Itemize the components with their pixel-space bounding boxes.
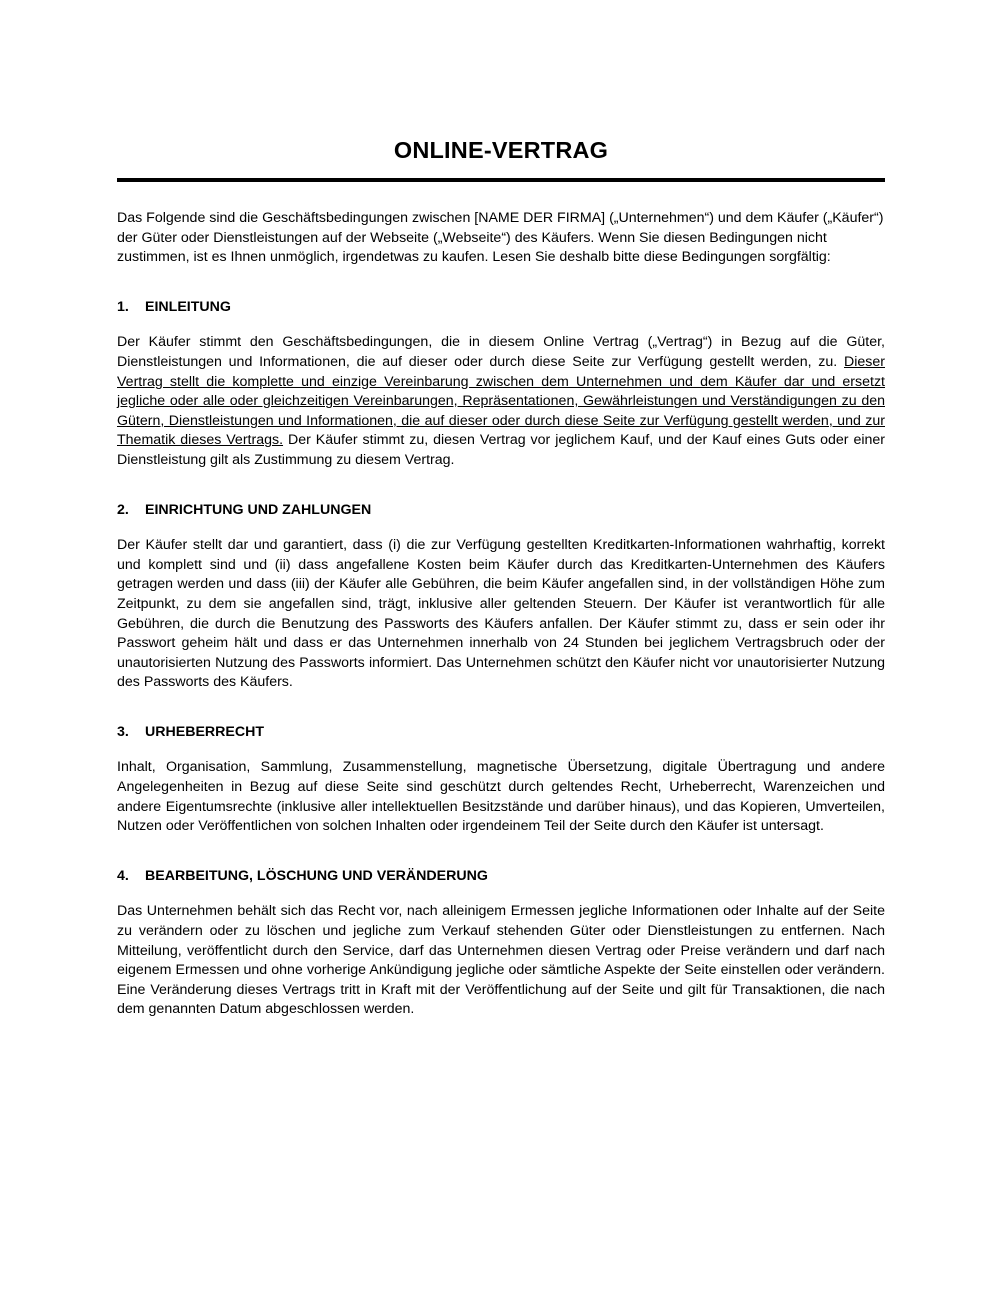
section-2-heading-text: EINRICHTUNG UND ZAHLUNGEN [145,501,372,518]
document-content [117,0,885,1020]
section-2 [117,471,885,693]
section-1-body-underlined: Dieser Vertrag stellt die komplette und einzige Vereinbarung zwischen dem Unternehmen und dem Käufer dar und ersetzt jegliche oder alle oder gleichzeitigen Vereinbarungen, Repräsentationen, Gewährleistungen und Verständigungen zu den Gütern, Dienstleistungen und Informationen, die auf dieser oder durch diese Seite zur Verfügung gestellt werden, und zur Thematik dieses Vertrags. [117,353,885,449]
section-1-body-tail: Der Käufer stimmt zu, diesen Vertrag vor jeglichem Kauf, und der Kauf eines Guts oder einer Dienstleistung gilt als Zustimmung zu diesem Vertrag. [117,432,886,468]
section-3-heading [117,723,885,743]
section-4-body: Das Unternehmen behält sich das Recht vor, nach alleinigem Ermessen jegliche Informationen oder Inhalte auf der Seite zu verändern oder zu löschen und jegliche zum Verkauf stehenden Güter oder Dienstleistungen zu entfernen. Nach Mitteilung, veröffentlicht durch den Service, darf das Unternehmen diesen Vertrag oder Preise verändern und darf nach eigenem Ermessen und ohne vorherige Ankündigung jegliche oder sämtliche Aspekte der Seite einstellen oder verändern. Eine Veränderung dieses Vertrags tritt in Kraft mit der Veröffentlichung auf der Seite und gilt für Transaktionen, die nach dem genannten Datum abgeschlossen werden. [117,903,885,1018]
section-3-number: 3. [117,723,129,740]
section-4-heading-text: BEARBEITUNG, LÖSCHUNG UND VERÄNDERUNG [145,867,488,884]
section-3-heading-text: URHEBERRECHT [145,723,265,740]
section-1-heading-text: EINLEITUNG [145,298,231,315]
page-title: ONLINE-VERTRAG [393,137,609,163]
section-2-number: 2. [117,501,129,518]
section-3 [117,693,885,837]
section-2-heading [117,501,885,521]
section-4-heading [117,867,885,887]
section-4-number: 4. [117,867,129,884]
section-1 [117,268,885,471]
section-1-body-lead: Der Käufer stimmt den Geschäftsbedingungen, die in diesem Online Vertrag („Vertrag“) in Bezug auf die Güter, Dienstleistungen und Informationen, die auf dieser oder durch diese Seite zur Verfügung gestellt werden, zu. [117,334,885,370]
section-1-body [117,317,885,470]
section-1-heading [117,298,885,318]
intro-paragraph: Das Folgende sind die Geschäftsbedingungen zwischen [NAME DER FIRMA] („Unternehmen“) und dem Käufer („Käufer“) der Güter oder Dienstleistungen auf der Webseite („Webseite“) des Käufers. Wenn Sie diesen Bedingungen nicht zustimmen, ist es Ihnen unmöglich, irgendetwas zu kaufen. Lesen Sie deshalb bitte diese Bedingungen sorgfältig: [117,210,884,266]
section-3-body: Inhalt, Organisation, Sammlung, Zusammenstellung, magnetische Übersetzung, digitale Übertragung und andere Angelegenheiten in Bezug auf diese Seite sind geschützt durch geltendes Recht, Urheberrecht, Warenzeichen und andere Eigentumsrechte (inklusive aller intellektuellen Besitzstände und darüber hinaus), und das Kopieren, Umverteilen, Nutzen oder Veröffentlichen von solchen Inhalten oder irgendeinem Teil der Seite durch den Käufer ist untersagt. [117,759,885,835]
section-2-body: Der Käufer stellt dar und garantiert, dass (i) die zur Verfügung gestellten Kreditkarten-Informationen wahrhaftig, korrekt und komplett sind und (ii) dass angefallene Kosten beim Käufer durch das Kreditkarten-Unternehmen des Käufers getragen werden und dass (iii) der Käufer alle Gebühren, die beim Käufer angefallen sind, in der vollständigen Höhe zum Zeitpunkt, zu dem sie angefallen sind, trägt, inklusive aller geltenden Steuern. Der Käufer ist verantwortlich für alle Gebühren, die durch die Benutzung des Passworts des Käufers anfallen. Der Käufer stimmt zu, dass er sein oder ihr Passwort geheim hält und dass er das Unternehmen innerhalb von 24 Stunden bei jeglichem Vertragsbruch oder der unautorisierten Nutzung des Passworts informiert. Das Unternehmen schützt den Käufer nicht vor unautorisierter Nutzung des Passworts des Käufers. [117,537,885,691]
section-1-number: 1. [117,298,129,315]
section-4 [117,837,885,1020]
